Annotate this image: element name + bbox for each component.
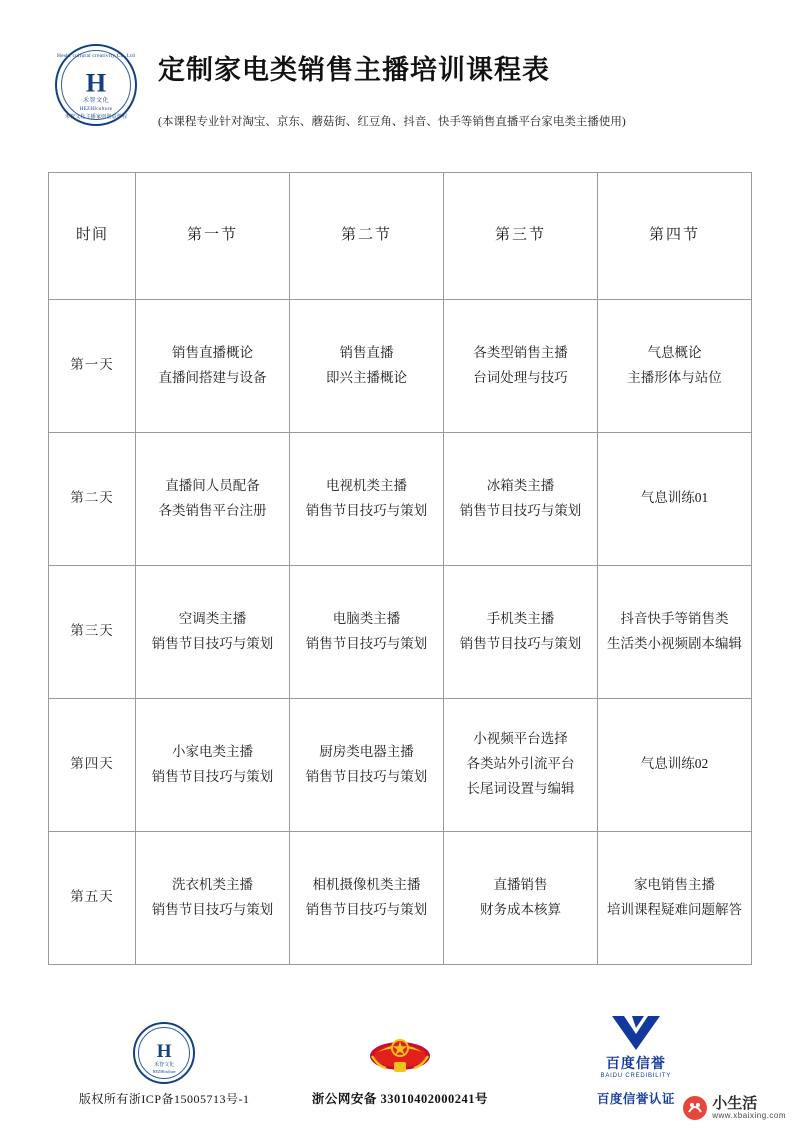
- table-cell: [136, 432, 290, 565]
- company-seal-small-icon: [133, 1022, 195, 1084]
- police-license-text: 浙公网安备 33010402000241号: [311, 1092, 489, 1106]
- cell-line: 空调类主播: [178, 610, 247, 626]
- cell-line: 电视机类主播: [326, 477, 407, 493]
- row-label-day: 第五天: [49, 831, 136, 964]
- seal-cn-text-small: 禾智文化: [154, 1063, 175, 1068]
- baidu-en-label: BAIDU CREDIBILITY: [600, 1073, 672, 1079]
- cell-line: 即兴主播概论: [326, 369, 407, 385]
- table-row: [49, 831, 752, 964]
- baidu-cn-label: 百度信誉: [605, 1055, 666, 1071]
- table-row: [49, 698, 752, 831]
- table-cell: [290, 831, 444, 964]
- cell-line: 销售节目技巧与策划: [305, 635, 428, 651]
- watermark-logo-icon: [682, 1095, 708, 1121]
- seal-en-text: HEZHIculture: [79, 107, 113, 112]
- cell-line: 培训课程疑难问题解答: [607, 901, 742, 917]
- cell-line: 小家电类主播: [172, 743, 253, 759]
- cell-line: 气息训练01: [640, 490, 709, 506]
- page-title: 定制家电类销售主播培训课程表: [158, 55, 550, 85]
- cell-line: 各类型销售主播: [473, 344, 568, 360]
- cell-line: 相机摄像机类主播: [312, 876, 421, 892]
- table-row: [49, 299, 752, 432]
- document-footer: [0, 1014, 800, 1107]
- cell-line: 销售节目技巧与策划: [459, 502, 582, 518]
- table-cell: [444, 299, 598, 432]
- table-cell: [136, 299, 290, 432]
- cell-line: 销售节目技巧与策划: [459, 635, 582, 651]
- row-label-day: 第一天: [49, 299, 136, 432]
- table-header-row: [49, 172, 752, 299]
- seal-monogram-small: H: [156, 1040, 172, 1062]
- schedule-table-wrapper: [0, 172, 800, 965]
- table-cell: [290, 698, 444, 831]
- table-cell: [136, 565, 290, 698]
- table-row: [49, 432, 752, 565]
- police-badge-icon: [368, 1032, 432, 1083]
- site-watermark: [682, 1095, 786, 1121]
- footer-baidu-block[interactable]: [520, 1014, 752, 1107]
- cell-line: 直播间搭建与设备: [158, 369, 267, 385]
- cell-line: 销售节目技巧与策划: [151, 901, 274, 917]
- seal-en-text-small: HEZHIculture: [152, 1069, 176, 1074]
- company-logo: [48, 40, 144, 126]
- cell-line: 财务成本核算: [480, 901, 561, 917]
- cell-line: 手机类主播: [486, 610, 555, 626]
- cell-line: 家电销售主播: [634, 876, 715, 892]
- cell-line: 销售节目技巧与策划: [305, 768, 428, 784]
- cell-line: 洗衣机类主播: [172, 876, 253, 892]
- company-seal-icon: [55, 44, 137, 126]
- cell-line: 直播间人员配备: [165, 477, 260, 493]
- table-cell: [598, 565, 752, 698]
- baidu-certification-text: 百度信誉认证: [596, 1092, 675, 1106]
- document-header: [0, 0, 800, 130]
- watermark-url: www.xbaixing.com: [712, 1110, 786, 1120]
- footer-police-block[interactable]: [284, 1032, 516, 1107]
- table-body: [49, 299, 752, 964]
- cell-line: 各类站外引流平台: [466, 756, 575, 772]
- table-cell: [136, 698, 290, 831]
- cell-line: 气息概论: [647, 344, 702, 360]
- table-cell: [598, 299, 752, 432]
- cell-line: 主播形体与站位: [627, 369, 722, 385]
- column-header-period-2: 第二节: [290, 172, 444, 299]
- row-label-day: 第三天: [49, 565, 136, 698]
- schedule-table: [48, 172, 752, 965]
- table-cell: [598, 432, 752, 565]
- table-cell: [444, 698, 598, 831]
- column-header-period-3: 第三节: [444, 172, 598, 299]
- table-cell: [444, 565, 598, 698]
- cell-line: 销售节目技巧与策划: [151, 768, 274, 784]
- page-subtitle: (本课程专业针对淘宝、京东、蘑菇街、红豆角、抖音、快手等销售直播平台家电类主播使用): [158, 115, 626, 128]
- title-block: [144, 40, 752, 130]
- column-header-period-1: 第一节: [136, 172, 290, 299]
- cell-line: 销售直播: [339, 344, 394, 360]
- cell-line: 生活类小视频剧本编辑: [607, 635, 742, 651]
- cell-line: 销售节目技巧与策划: [305, 901, 428, 917]
- cell-line: 台词处理与技巧: [473, 369, 568, 385]
- table-cell: [444, 831, 598, 964]
- column-header-time: 时间: [49, 172, 136, 299]
- baidu-credibility-icon: [601, 1014, 672, 1079]
- footer-icp-block: [48, 1022, 280, 1107]
- cell-line: 气息训练02: [640, 756, 709, 772]
- column-header-period-4: 第四节: [598, 172, 752, 299]
- cell-line: 电脑类主播: [332, 610, 401, 626]
- seal-arc-bottom-text: 禾智文化主播家财创意课程: [64, 115, 128, 120]
- cell-line: 抖音快手等销售类: [620, 610, 729, 626]
- cell-line: 各类销售平台注册: [158, 502, 267, 518]
- cell-line: 销售节目技巧与策划: [305, 502, 428, 518]
- table-cell: [136, 831, 290, 964]
- cell-line: 销售直播概论: [172, 344, 253, 360]
- table-header: [49, 172, 752, 299]
- table-cell: [598, 831, 752, 964]
- seal-monogram: H: [85, 68, 107, 98]
- icp-license-text: 版权所有浙ICP备15005713号-1: [78, 1092, 250, 1106]
- seal-arc-top-text: Heshi cultural creativity Co.,Ltd: [57, 53, 135, 59]
- seal-cn-text: 禾智文化: [82, 98, 109, 104]
- table-cell: [290, 299, 444, 432]
- cell-line: 小视频平台选择: [473, 731, 568, 747]
- table-cell: [598, 698, 752, 831]
- row-label-day: 第二天: [49, 432, 136, 565]
- cell-line: 销售节目技巧与策划: [151, 635, 274, 651]
- table-cell: [290, 565, 444, 698]
- cell-line: 长尾词设置与编辑: [466, 781, 575, 797]
- table-cell: [444, 432, 598, 565]
- cell-line: 冰箱类主播: [486, 477, 555, 493]
- table-row: [49, 565, 752, 698]
- watermark-title: 小生活: [712, 1094, 758, 1112]
- cell-line: 直播销售: [493, 876, 548, 892]
- table-cell: [290, 432, 444, 565]
- row-label-day: 第四天: [49, 698, 136, 831]
- cell-line: 厨房类电器主播: [319, 743, 414, 759]
